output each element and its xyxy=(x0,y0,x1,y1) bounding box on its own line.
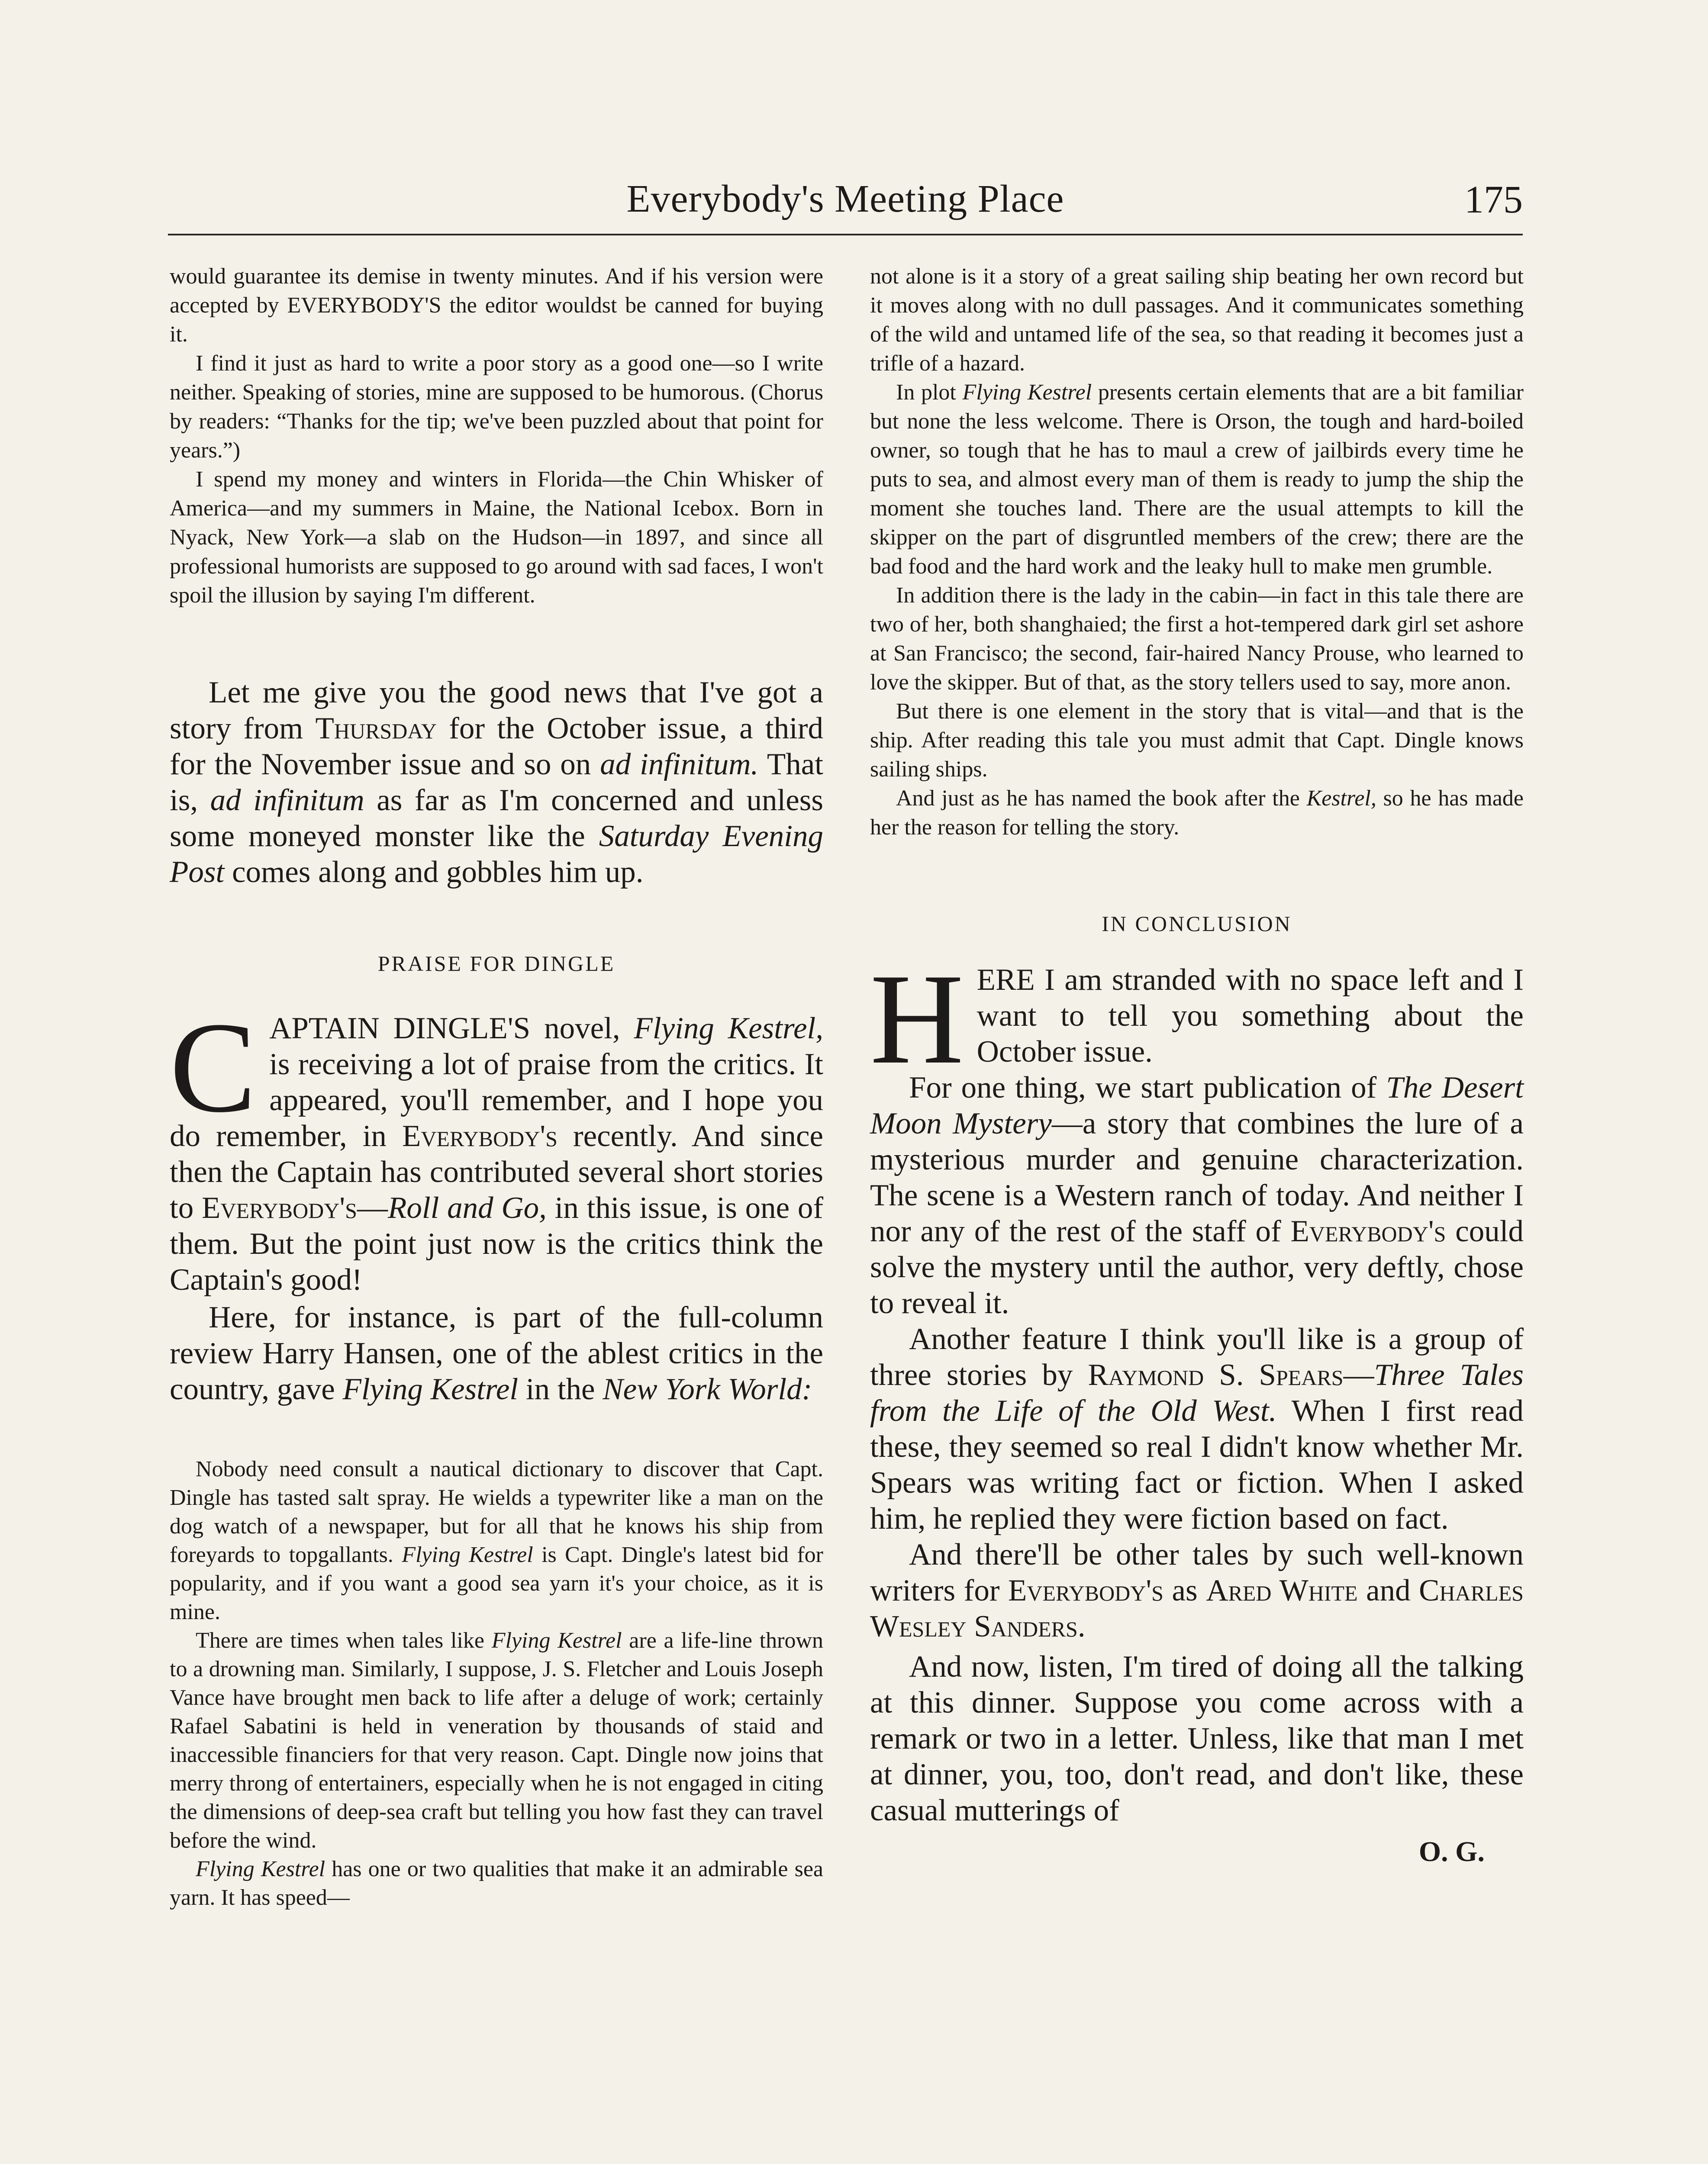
drop-cap: C xyxy=(170,995,257,1139)
quote-paragraph: There are times when tales like Flying Kestrel are a life-line thrown to a drowning man. Similarly, I suppose, J. S. Fletcher and Louis Joseph Vance have brought men back to life after a deluge of work; certainly Rafael Sabatini is held in veneration by thousands of staid and inaccessible financiers for that very reason. Capt. Dingle now joins that merry throng of entertainers, especially when he is not engaged in citing the dimensions of deep-sea craft but telling you how fast they can travel before the wind. xyxy=(170,1628,823,1853)
left-column xyxy=(170,262,823,1912)
paragraph: In plot Flying Kestrel presents certain elements that are a bit familiar but none the less welcome. There is Orson, the tough and hard-boiled owner, so tough that he has to maul a crew of jailbirds every time he puts to sea, and almost every man of them is ready to jump the ship the moment she touches land. There are the usual attempts to kill the skipper on the part of disgruntled members of the crew; there are the bad food and the hard work and the leaky hull to make men grumble. xyxy=(870,380,1524,579)
quote-paragraph: Nobody need consult a nautical dictionary to discover that Capt. Dingle has tasted salt spray. He wields a typewriter like a man on the dog watch of a newspaper, but for all that he knows his ship from foreyards to topgallants. Flying Kestrel is Capt. Dingle's latest bid for popularity, and if you want a good sea yarn it's your choice, as it is mine. xyxy=(170,1457,823,1624)
paragraph: For one thing, we start publication of The Desert Moon Mystery—a story that combines the lure of a mysterious murder and genuine characterization. The scene is a Western ranch of today. And neither I nor any of the rest of the staff of Everybody's could solve the mystery until the author, very deftly, chose to reveal it. xyxy=(870,1071,1524,1320)
section-heading-conclusion: IN CONCLUSION xyxy=(1102,911,1292,936)
paragraph: And just as he has named the book after the Kestrel, so he has made her the reason for telling the story. xyxy=(870,786,1524,840)
paragraph: not alone is it a story of a great sailing ship beating her own record but it moves along with no dull passages. And it communicates something of the wild and untamed life of the sea, so that reading it becomes just a trifle of a hazard. xyxy=(870,264,1524,376)
paragraph: And there'll be other tales by such well-known writers for Everybody's as Ared White and Charles Wesley Sanders. xyxy=(870,1538,1524,1643)
paragraph: I find it just as hard to write a poor story as a good one—so I write neither. Speaking of stories, mine are supposed to be humorous. (Chorus by readers: “Thanks for the tip; we've been puzzled about that point for years.”) xyxy=(170,351,823,463)
dingle-paragraph: CAPTAIN DINGLE'S novel, Flying Kestrel, is receiving a lot of praise from the critics. It appeared, you'll remember, and I hope you do remember, in Everybody's recently. And since then the Captain has contributed several short stories to Everybody's—Roll and Go, in this issue, is one of them. But the point just now is the critics think the Captain's good! xyxy=(170,995,824,1297)
review-quote xyxy=(170,1455,823,1912)
paragraph: I spend my money and winters in Florida—the Chin Whisker of America—and my summers in Maine, the National Icebox. Born in Nyack, New York—a slab on the Hudson—in 1897, and since all professional humorists are supposed to go around with sad faces, I won't spoil the illusion by saying I'm different. xyxy=(170,467,823,608)
signature: O. G. xyxy=(1418,1836,1485,1868)
paragraph: And now, listen, I'm tired of doing all the talking at this dinner. Suppose you come across with a remark or two in a letter. Unless, like that man I met at dinner, you, too, don't read, and don't like, these casual mutterings of xyxy=(870,1650,1524,1827)
review-intro-paragraph: Here, for instance, is part of the full-column review Harry Hansen, one of the ablest critics in the country, gave Flying Kestrel in the New York World: xyxy=(170,1301,823,1406)
section-heading-praise: PRAISE FOR DINGLE xyxy=(377,951,616,976)
paragraph: would guarantee its demise in twenty minutes. And if his version were accepted by EVERYBODY'S the editor wouldst be canned for buying it. xyxy=(170,264,823,347)
conclusion-paragraph: HERE I am stranded with no space left and I want to tell you something about the October issue. xyxy=(870,947,1524,1091)
quote-paragraph: Flying Kestrel has one or two qualities that make it an admirable sea yarn. It has speed— xyxy=(170,1857,823,1910)
right-column xyxy=(870,262,1524,1868)
page-number: 175 xyxy=(1464,178,1523,221)
running-title: Everybody's Meeting Place xyxy=(626,177,1064,220)
drop-cap: H xyxy=(870,947,964,1091)
running-head xyxy=(168,173,1523,235)
paragraph: In addition there is the lady in the cabin—in fact in this tale there are two of her, both shanghaied; the first a hot-tempered dark girl set ashore at San Francisco; the second, fair-haired Nancy Prouse, who learned to love the skipper. But of that, as the story tellers used to say, more anon. xyxy=(870,583,1524,695)
paragraph: Another feature I think you'll like is a group of three stories by Raymond S. Spears—Three Tales from the Life of the Old West. When I first read these, they seemed so real I didn't know whether Mr. Spears was writing fact or fiction. When I asked him, he replied they were fiction based on fact. xyxy=(870,1322,1524,1536)
good-news-paragraph: Let me give you the good news that I've got a story from Thursday for the October issue, a third for the November issue and so on ad infinitum. That is, ad infinitum as far as I'm concerned and unless some moneyed monster like the Saturday Evening Post comes along and gobbles him up. xyxy=(170,676,824,889)
paragraph: But there is one element in the story that is vital—and that is the ship. After reading this tale you must admit that Capt. Dingle knows sailing ships. xyxy=(870,699,1524,782)
